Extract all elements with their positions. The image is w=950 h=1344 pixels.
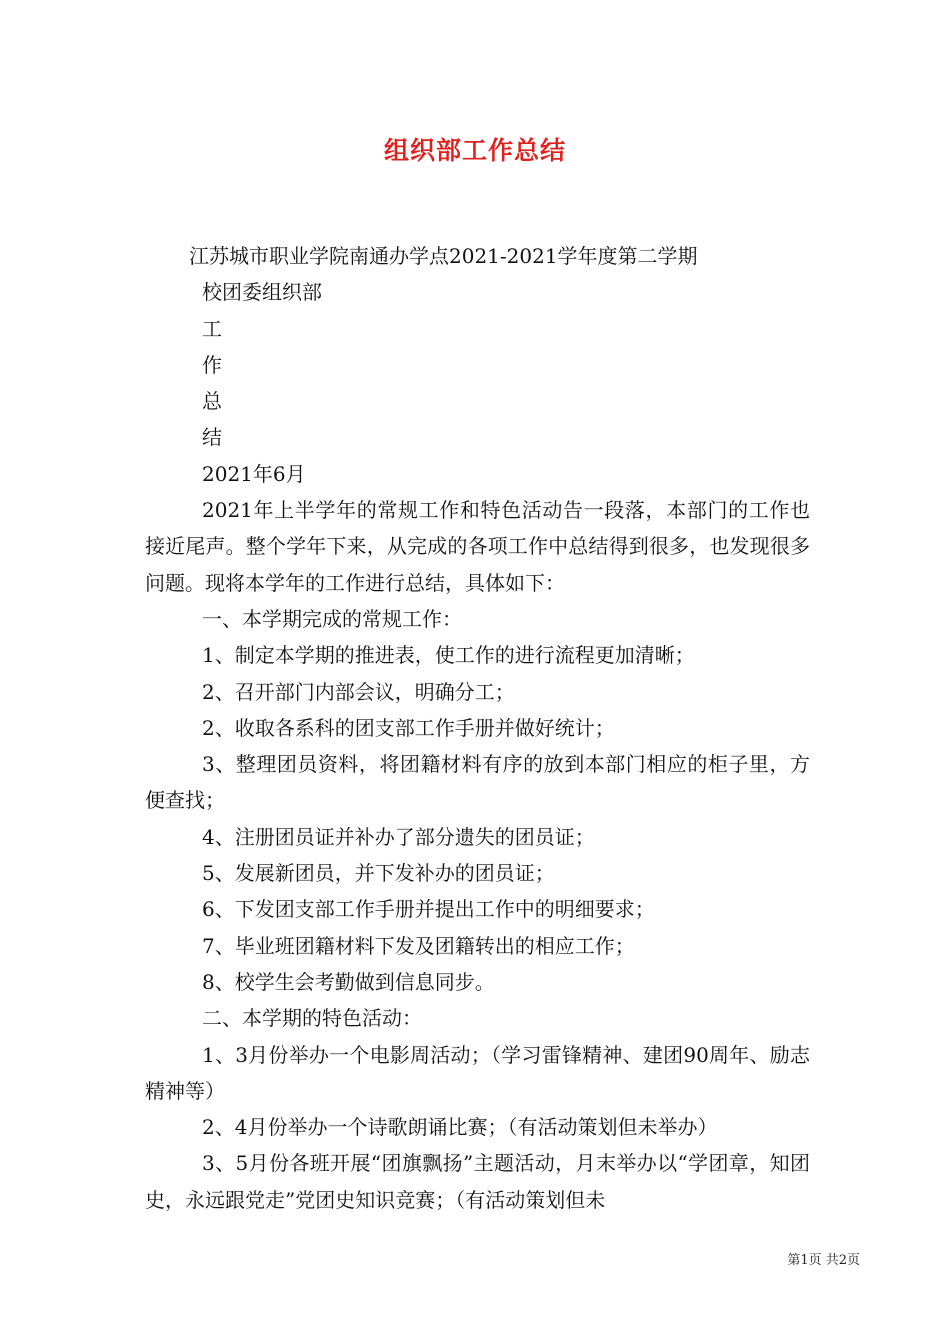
vertical-title-char: 工 <box>202 316 222 341</box>
date-line: 2021年6月 <box>202 461 306 486</box>
list-item: 8、校学生会考勤做到信息同步。 <box>202 969 495 994</box>
intro-paragraph: 2021年上半学年的常规工作和特色活动告一段落，本部门的工作也接近尾声。整个学年下来，从完成的各项工作中总结得到很多，也发现很多问题。现将本学年的工作进行总结，具体如下： <box>145 498 810 595</box>
list-item: 2、召开部门内部会议，明确分工； <box>202 679 515 704</box>
list-item: 3、整理团员资料，将团籍材料有序的放到本部门相应的柜子里，方便查找； <box>145 752 810 813</box>
list-item: 3、5月份各班开展“团旗飘扬”主题活动，月末举办以“学团章，知团史，永远跟党走”党团史知识竞赛；（有活动策划但未 <box>145 1151 810 1212</box>
list-item: 1、制定本学期的推进表，使工作的进行流程更加清晰； <box>202 643 695 668</box>
section-heading-activities: 二、本学期的特色活动： <box>202 1006 422 1031</box>
vertical-title-char: 作 <box>202 352 222 377</box>
vertical-title-char: 结 <box>202 425 222 450</box>
school-semester-line: 江苏城市职业学院南通办学点2021-2021学年度第二学期 <box>189 244 698 268</box>
list-item: 6、下发团支部工作手册并提出工作中的明细要求； <box>202 897 655 922</box>
page-number-footer: 第1页 共2页 <box>787 1253 860 1268</box>
list-item: 7、毕业班团籍材料下发及团籍转出的相应工作； <box>202 933 635 958</box>
vertical-title-char: 总 <box>202 389 222 414</box>
department-line: 校团委组织部 <box>202 280 322 305</box>
list-item: 2、4月份举办一个诗歌朗诵比赛；（有活动策划但未举办） <box>202 1115 718 1140</box>
section-heading-routine: 一、本学期完成的常规工作： <box>202 606 462 631</box>
list-item: 5、发展新团员，并下发补办的团员证； <box>202 861 555 886</box>
list-item: 2、收取各系科的团支部工作手册并做好统计； <box>202 715 615 740</box>
document-title: 组织部工作总结 <box>383 136 566 165</box>
list-item: 1、3月份举办一个电影周活动；（学习雷锋精神、建团90周年、励志精神等） <box>145 1042 810 1103</box>
list-item: 4、注册团员证并补办了部分遗失的团员证； <box>202 824 595 849</box>
document-body <box>145 238 810 1218</box>
